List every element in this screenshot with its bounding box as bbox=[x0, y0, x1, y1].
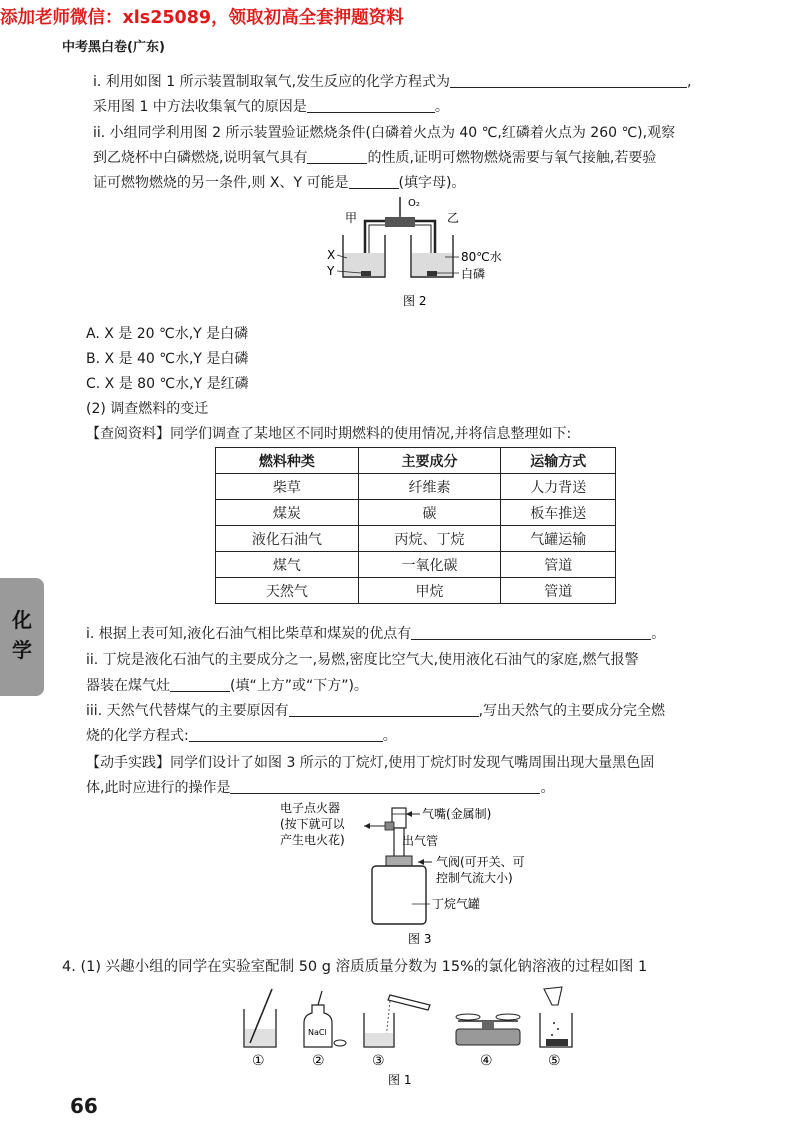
page-number: 66 bbox=[70, 1094, 98, 1118]
option-b[interactable]: B. X 是 40 ℃水,Y 是白磷 bbox=[86, 351, 249, 367]
label-yi: 乙 bbox=[447, 211, 460, 225]
valve-label: 控制气流大小) bbox=[436, 871, 513, 885]
table-row bbox=[216, 552, 616, 578]
table-row bbox=[216, 474, 616, 500]
option-c[interactable]: C. X 是 80 ℃水,Y 是红磷 bbox=[86, 376, 249, 392]
table-cell: 纤维素 bbox=[358, 474, 501, 500]
practice-line1: 【动手实践】同学们设计了如图 3 所示的丁烷灯,使用丁烷灯时发现气嘴周围出现大量黑色固 bbox=[86, 755, 655, 771]
figure-4-1-diagram bbox=[228, 983, 588, 1088]
table-cell: 天然气 bbox=[216, 578, 359, 604]
table-cell: 甲烷 bbox=[358, 578, 501, 604]
nacl-label: NaCl bbox=[308, 1028, 327, 1037]
answer-blank[interactable] bbox=[170, 677, 230, 692]
fuel-table bbox=[215, 447, 616, 604]
table-cell: 煤炭 bbox=[216, 500, 359, 526]
table-cell: 板车推送 bbox=[501, 500, 616, 526]
igniter-label: 电子点火器 bbox=[280, 801, 341, 815]
table-cell: 煤气 bbox=[216, 552, 359, 578]
label-y: Y bbox=[327, 264, 335, 278]
column-header: 燃料种类 bbox=[216, 448, 359, 474]
tank-label: 丁烷气罐 bbox=[432, 897, 481, 911]
answer-blank[interactable] bbox=[230, 779, 540, 794]
table-cell: 一氧化碳 bbox=[358, 552, 501, 578]
answer-blank[interactable] bbox=[450, 73, 687, 88]
question-ii-line3: 证可燃物燃烧的另一条件,则 X、Y 可能是 (填字母)。 bbox=[93, 175, 466, 191]
subject-side-tab bbox=[0, 578, 44, 696]
book-header: 中考黑白卷(广东) bbox=[62, 40, 165, 55]
figure-3-diagram bbox=[280, 800, 570, 950]
figure-3-caption: 图 3 bbox=[408, 932, 432, 946]
column-header: 运输方式 bbox=[501, 448, 616, 474]
answer-blank[interactable] bbox=[307, 98, 435, 113]
figure-2-diagram bbox=[315, 195, 515, 315]
subquestion-2-title: (2) 调查燃料的变迁 bbox=[86, 401, 209, 417]
label-o2: O₂ bbox=[408, 198, 420, 209]
table-row bbox=[216, 578, 616, 604]
igniter-button bbox=[385, 822, 394, 830]
figure-2-caption: 图 2 bbox=[403, 294, 427, 308]
answer-blank[interactable] bbox=[307, 149, 367, 164]
reagent-bottle bbox=[304, 1005, 332, 1047]
step-label: ① bbox=[252, 1053, 265, 1069]
table-cell: 人力背送 bbox=[501, 474, 616, 500]
balance bbox=[456, 1029, 520, 1045]
table-cell: 碳 bbox=[358, 500, 501, 526]
label-jia: 甲 bbox=[345, 211, 358, 225]
side-tab-char: 化 bbox=[12, 608, 32, 632]
side-tab-char: 学 bbox=[12, 638, 32, 662]
table-cell: 柴草 bbox=[216, 474, 359, 500]
table-cell: 气罐运输 bbox=[501, 526, 616, 552]
table-row bbox=[216, 526, 616, 552]
question-4-intro: 4. (1) 兴趣小组的同学在实验室配制 50 g 溶质质量分数为 15%的氯化钠溶液的过程如图 1 bbox=[62, 959, 648, 975]
table-question-ii-line1: ii. 丁烷是液化石油气的主要成分之一,易燃,密度比空气大,使用液化石油气的家庭,燃气报警 bbox=[86, 652, 639, 668]
nozzle-label: 气嘴(金属制) bbox=[422, 807, 492, 821]
weighing-paper bbox=[544, 987, 562, 1005]
table-cell: 管道 bbox=[501, 552, 616, 578]
table-cell: 管道 bbox=[501, 578, 616, 604]
question-ii-line1: ii. 小组同学利用图 2 所示装置验证燃烧条件(白磷着火点为 40 ℃,红磷着火点为 260 ℃),观察 bbox=[93, 125, 676, 141]
butane-tank bbox=[372, 866, 426, 924]
practice-line2: 体,此时应进行的操作是 。 bbox=[86, 780, 555, 796]
table-question-ii-line2: 器装在煤气灶 (填“上方”或“下方”)。 bbox=[86, 678, 368, 694]
question-i-line1: i. 利用如图 1 所示装置制取氧气,发生反应的化学方程式为 , bbox=[93, 74, 692, 90]
valve bbox=[386, 856, 412, 866]
table-cell: 丙烷、丁烷 bbox=[358, 526, 501, 552]
valve-label: 气阀(可开关、可 bbox=[436, 855, 525, 869]
step-label: ⑤ bbox=[548, 1053, 561, 1069]
answer-blank[interactable] bbox=[289, 702, 479, 717]
outlet-label: 出气管 bbox=[402, 834, 439, 848]
igniter-label: (按下就可以 bbox=[280, 817, 345, 831]
answer-blank[interactable] bbox=[349, 174, 399, 189]
table-cell: 液化石油气 bbox=[216, 526, 359, 552]
label-x: X bbox=[327, 248, 336, 262]
answer-blank[interactable] bbox=[411, 625, 651, 640]
figure-4-1-caption: 图 1 bbox=[388, 1073, 412, 1087]
step-label: ② bbox=[312, 1053, 325, 1069]
label-phosphorus: 白磷 bbox=[461, 267, 486, 281]
label-water: 80℃水 bbox=[461, 250, 502, 264]
table-question-iii-line2: 烧的化学方程式: 。 bbox=[86, 728, 397, 744]
table-question-i: i. 根据上表可知,液化石油气相比柴草和煤炭的优点有 。 bbox=[86, 626, 666, 642]
column-header: 主要成分 bbox=[358, 448, 501, 474]
promo-banner: 添加老师微信：xls25089，领取初高全套押题资料 bbox=[0, 8, 404, 28]
table-row bbox=[216, 500, 616, 526]
step-label: ③ bbox=[372, 1053, 385, 1069]
option-a[interactable]: A. X 是 20 ℃水,Y 是白磷 bbox=[86, 326, 249, 342]
table-header-row bbox=[216, 448, 616, 474]
research-intro: 【查阅资料】同学们调查了某地区不同时期燃料的使用情况,并将信息整理如下: bbox=[86, 426, 572, 442]
igniter-label: 产生电火花) bbox=[280, 833, 345, 847]
question-ii-line2: 到乙烧杯中白磷燃烧,说明氧气具有 的性质,证明可燃物燃烧需要与氧气接触,若要验 bbox=[93, 150, 657, 166]
table-question-iii-line1: iii. 天然气代替煤气的主要原因有 ,写出天然气的主要成分完全燃 bbox=[86, 703, 666, 719]
answer-blank[interactable] bbox=[189, 727, 383, 742]
step-label: ④ bbox=[480, 1053, 493, 1069]
cylinder bbox=[388, 995, 430, 1010]
question-i-line2: 采用图 1 中方法收集氧气的原因是 。 bbox=[93, 99, 449, 115]
